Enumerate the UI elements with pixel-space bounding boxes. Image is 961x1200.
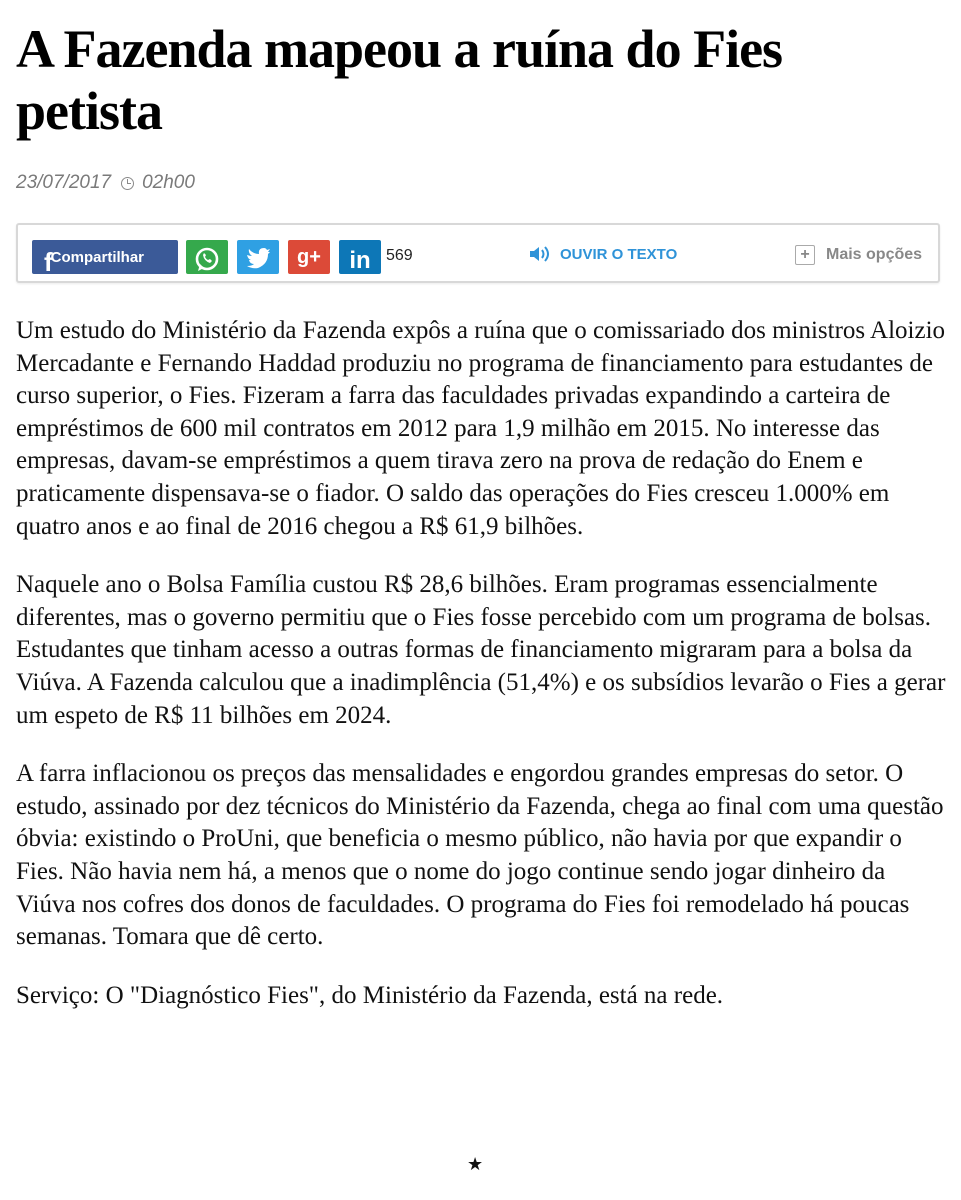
- article-paragraph: Um estudo do Ministério da Fazenda expôs a ruína que o comissariado dos ministros Aloizio Mercadante e Fernando Haddad produziu no programa de financiamento para estudantes de curso superior, o Fies. Fizeram a farra das faculdades privadas expandindo a carteira de empréstimos de 600 mil contratos em 2012 para 1,9 milhão em 2015. No interesse das empresas, davam-se empréstimos a quem tirava zero na prova de redação do Enem e praticamente dispensava-se o fiador. O saldo das operações do Fies cresceu 1.000% em quatro anos e ao final de 2016 chegou a R$ 61,9 bilhões.: [16, 317, 946, 540]
- googleplus-icon: g+: [297, 245, 321, 268]
- article-body: [16, 315, 946, 1038]
- article-paragraph: A farra inflacionou os preços das mensalidades e engordou grandes empresas do setor. O estudo, assinado por dez técnicos do Ministério da Fazenda, chega ao final com uma questão óbvia: existindo o ProUni, que beneficia o mesmo público, não havia por que expandir o Fies. Não havia nem há, a menos que o nome do jogo continue sendo jogar dinheiro da Viúva nos cofres dos donos de faculdades. O programa do Fies foi remodelado há poucas semanas. Tomara que dê certo.: [16, 760, 944, 951]
- clock-icon: [121, 177, 134, 190]
- whatsapp-share-button[interactable]: [186, 240, 228, 274]
- linkedin-share-button[interactable]: [339, 240, 381, 274]
- share-count: 569: [386, 247, 413, 264]
- facebook-share-label: Compartilhar: [50, 248, 145, 266]
- share-bar: [16, 223, 940, 283]
- listen-text-label: OUVIR O TEXTO: [560, 245, 678, 263]
- article-meta: [16, 172, 195, 194]
- article-title: A Fazenda mapeou a ruína do Fies petista: [16, 19, 783, 141]
- article-time: 02h00: [142, 172, 195, 193]
- article-paragraph: Naquele ano o Bolsa Família custou R$ 28,6 bilhões. Eram programas essencialmente diferentes, mas o governo permitiu que o Fies fosse percebido com um programa de bolsas. Estudantes que tinham acesso a outras formas de financiamento migraram para a bolsa da Viúva. A Fazenda calculou que a inadimplência (51,4%) e os subsídios levarão o Fies a gerar um espeto de R$ 11 bilhões em 2024.: [16, 571, 946, 729]
- article-date: 23/07/2017: [16, 172, 112, 193]
- more-options-label: Mais opções: [826, 246, 923, 263]
- linkedin-icon: in: [349, 247, 371, 274]
- plus-icon: +: [795, 245, 815, 265]
- listen-text-button[interactable]: [528, 244, 677, 264]
- facebook-icon: f: [44, 246, 53, 274]
- more-options-button[interactable]: [795, 245, 922, 265]
- twitter-icon: [243, 242, 273, 272]
- twitter-share-button[interactable]: [237, 240, 279, 274]
- end-star-icon: ★: [467, 1154, 484, 1175]
- googleplus-share-button[interactable]: [288, 240, 330, 274]
- article-paragraph: Serviço: O "Diagnóstico Fies", do Ministério da Fazenda, está na rede.: [16, 981, 724, 1009]
- whatsapp-icon: [192, 242, 222, 272]
- speaker-icon: [528, 244, 552, 264]
- facebook-share-button[interactable]: [32, 240, 178, 274]
